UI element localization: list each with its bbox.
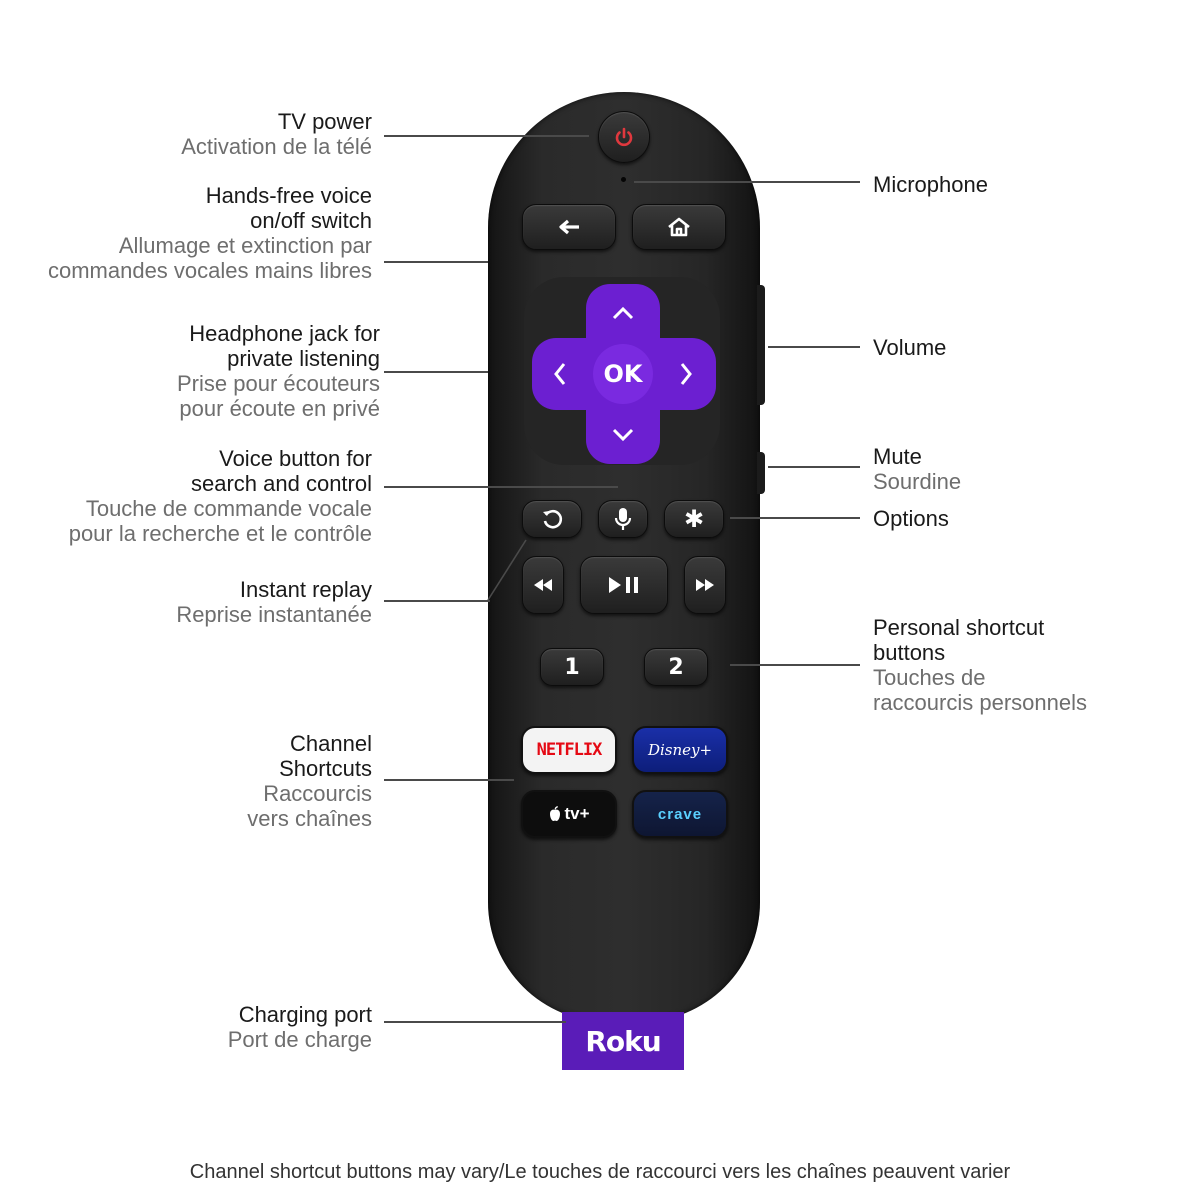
personal-fr-1: Touches de bbox=[873, 665, 986, 690]
replay-fr: Reprise instantanée bbox=[176, 602, 372, 627]
charging-fr: Port de charge bbox=[227, 1027, 372, 1052]
rewind-icon bbox=[533, 578, 553, 592]
mute-label bbox=[873, 444, 961, 494]
chevron-left-icon bbox=[552, 361, 568, 387]
footer-note: Channel shortcut buttons may vary/Le touches de raccourci vers les chaînes peauvent varier bbox=[189, 1161, 1011, 1183]
voice-button[interactable] bbox=[598, 500, 648, 538]
voice-en-2: search and control bbox=[191, 471, 372, 496]
hands-free-fr-2: commandes vocales mains libres bbox=[47, 258, 372, 283]
voice-leader-line bbox=[384, 486, 618, 488]
dpad-up-button[interactable] bbox=[603, 296, 643, 330]
dpad-left-button[interactable] bbox=[540, 354, 580, 394]
apple-tv-plus-label: tv+ bbox=[564, 804, 590, 823]
channel-en-2: Shortcuts bbox=[279, 756, 372, 781]
headphone-en-1: Headphone jack for bbox=[189, 321, 380, 346]
crave-button[interactable]: crave bbox=[632, 790, 728, 838]
volume-en: Volume bbox=[873, 335, 947, 360]
chevron-up-icon bbox=[611, 305, 635, 321]
headphone-en-2: private listening bbox=[227, 346, 380, 371]
personal-fr-2: raccourcis personnels bbox=[873, 690, 1087, 715]
fast-forward-button[interactable] bbox=[684, 556, 726, 614]
replay-icon bbox=[540, 507, 564, 531]
microphone-label bbox=[873, 172, 988, 197]
microphone-en: Microphone bbox=[873, 172, 988, 197]
power-icon bbox=[611, 124, 637, 150]
volume-label bbox=[873, 335, 946, 360]
microphone-hole bbox=[621, 177, 626, 182]
hands-free-en-2: on/off switch bbox=[250, 208, 372, 233]
personal-en-1: Personal shortcut bbox=[873, 615, 1045, 640]
apple-tv-plus-button[interactable] bbox=[521, 790, 617, 838]
netflix-button[interactable]: NETFLIX bbox=[521, 726, 617, 774]
hands-free-label bbox=[48, 183, 372, 283]
home-icon bbox=[666, 216, 692, 238]
channel-fr-2: vers chaînes bbox=[247, 806, 372, 831]
microphone-leader-line bbox=[634, 181, 860, 183]
mute-side-button[interactable] bbox=[757, 452, 765, 494]
play-pause-button[interactable] bbox=[580, 556, 668, 614]
hands-free-en-1: Hands-free voice bbox=[205, 183, 372, 208]
replay-label bbox=[176, 577, 372, 627]
roku-wrist-tag: Roku bbox=[562, 1012, 684, 1070]
options-leader-line bbox=[730, 517, 860, 519]
mute-leader-line bbox=[768, 466, 860, 468]
play-pause-icon bbox=[607, 576, 641, 594]
fast-forward-icon bbox=[695, 578, 715, 592]
chevron-down-icon bbox=[611, 427, 635, 443]
personal-leader-line bbox=[730, 664, 860, 666]
channel-leader-line bbox=[384, 779, 514, 781]
mute-en: Mute bbox=[873, 444, 922, 469]
charging-leader-line bbox=[384, 1021, 566, 1023]
personal-label bbox=[873, 615, 1087, 715]
mute-fr: Sourdine bbox=[873, 469, 962, 494]
tv-power-label bbox=[181, 109, 372, 159]
channel-en-1: Channel bbox=[290, 731, 372, 756]
voice-label bbox=[69, 446, 372, 546]
back-button[interactable] bbox=[522, 204, 616, 250]
voice-en-1: Voice button for bbox=[219, 446, 372, 471]
hands-free-fr-1: Allumage et extinction par bbox=[118, 233, 372, 258]
voice-fr-2: pour la recherche et le contrôle bbox=[68, 521, 372, 546]
headphone-fr-1: Prise pour écouteurs bbox=[177, 371, 380, 396]
hands-free-leader-line bbox=[384, 261, 488, 263]
microphone-icon bbox=[614, 506, 632, 532]
headphone-leader-line bbox=[384, 371, 488, 373]
headphone-label bbox=[177, 321, 380, 421]
replay-leader-line bbox=[384, 600, 490, 602]
power-button[interactable] bbox=[598, 111, 650, 163]
options-en: Options bbox=[873, 506, 949, 531]
disney-plus-button[interactable]: Disney+ bbox=[632, 726, 728, 774]
charging-en: Charging port bbox=[238, 1002, 372, 1027]
voice-fr-1: Touche de commande vocale bbox=[85, 496, 372, 521]
replay-en: Instant replay bbox=[239, 577, 372, 602]
charging-label bbox=[228, 1002, 372, 1052]
tv-power-leader-line bbox=[384, 135, 589, 137]
dpad-right-button[interactable] bbox=[666, 354, 706, 394]
instant-replay-button[interactable] bbox=[522, 500, 582, 538]
headphone-fr-2: pour écoute en privé bbox=[179, 396, 380, 421]
volume-leader-line bbox=[768, 346, 860, 348]
dpad-down-button[interactable] bbox=[603, 418, 643, 452]
back-arrow-icon bbox=[555, 217, 583, 237]
personal-shortcut-2-button[interactable]: 2 bbox=[644, 648, 708, 686]
personal-shortcut-1-button[interactable]: 1 bbox=[540, 648, 604, 686]
volume-rocker[interactable] bbox=[757, 285, 765, 405]
chevron-right-icon bbox=[678, 361, 694, 387]
channel-label bbox=[247, 731, 372, 831]
personal-en-2: buttons bbox=[873, 640, 946, 665]
home-button[interactable] bbox=[632, 204, 726, 250]
replay-leader-diagonal bbox=[484, 536, 530, 604]
options-button[interactable]: ✱ bbox=[664, 500, 724, 538]
tv-power-fr: Activation de la télé bbox=[181, 134, 372, 159]
ok-button[interactable]: OK bbox=[593, 344, 653, 404]
tv-power-en: TV power bbox=[277, 109, 372, 134]
apple-logo-icon bbox=[548, 806, 562, 822]
channel-fr-1: Raccourcis bbox=[263, 781, 372, 806]
options-label bbox=[873, 506, 949, 531]
